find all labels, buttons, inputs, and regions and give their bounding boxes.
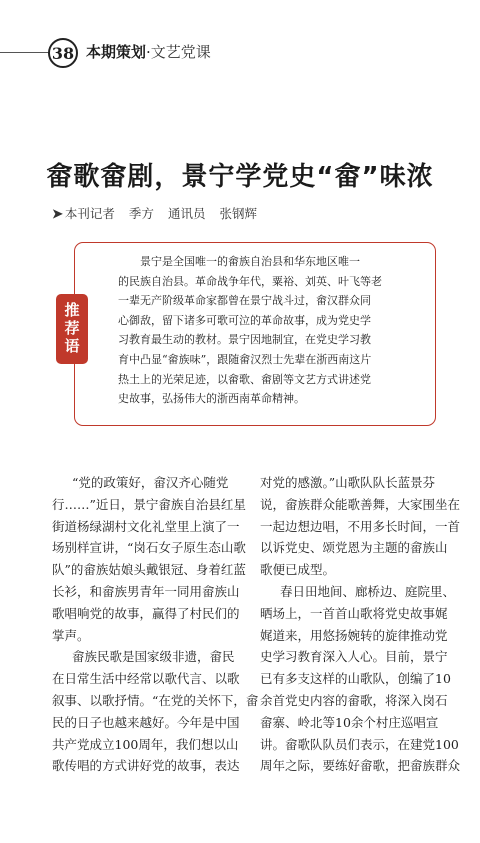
section-separator: · xyxy=(146,43,151,61)
section-name: 本期策划 xyxy=(86,43,147,61)
paragraph-body: 行……”近日，景宁畲族自治县红星 街道杨绿湖村文化礼堂里上演了一 场别样宣讲，“岗石女子原生态山歌 队”的畲族姑娘头戴银冠、身着红蓝 长衫，和畲族男青年一同用畲族山 歌唱响党的故事，赢得了村民们的 掌声。 xyxy=(52,496,246,643)
correspondent-name: 张钢辉 xyxy=(219,206,257,221)
column-name: 文艺党课 xyxy=(150,43,211,61)
recommendation-text: 景宁是全国唯一的畲族自治县和华东地区唯一 的民族自治县。革命战争年代，粟裕、刘英、叶飞等老 一辈无产阶级革命家都曾在景宁战斗过，畲汉群众同 心御敌，留下诸多可歌可泣的革命故事，成为党史学 习教育最生动的教材。景宁因地制宜，在党史学习教 育中凸显“畲族味”，跟随畲汉烈士先辈在浙西南这片 热土上的光荣足迹，以畲歌、畲剧等文艺方式讲述党 史故事，弘扬伟大的浙西南革命精神。 xyxy=(118,255,382,406)
page-number: 38 xyxy=(48,38,78,68)
paragraph-body: 说，畲族群众能歌善舞，大家围坐在 一起边想边唱，不用多长时间，一首 以诉党史、颂党恩为主题的畲族山 歌便已成型。 xyxy=(260,496,461,578)
body-column-right xyxy=(260,472,461,777)
reporter-name: 季方 xyxy=(128,206,154,221)
byline xyxy=(52,204,271,222)
paragraph-body: 晒场上，一首首山歌将党史故事娓 娓道来，用悠扬婉转的旋律推动党 史学习教育深入人心。目前，景宁 已有多支这样的山歌队，创编了10 余首党史内容的畲歌，将深入岗石 畲寨、岭北等10余个村庄巡唱宣 讲。畲歌队队员们表示，在建党100 周年之际，要练好畲歌，把畲族群众 xyxy=(260,605,461,774)
paragraph-first-line: “党的政策好，畲汉齐心随党 xyxy=(72,475,229,490)
reporter-label: 本刊记者 xyxy=(64,206,115,221)
paragraph-first-line: 对党的感激。”山歌队队长蓝景芬 xyxy=(260,475,436,490)
article-title: 畲歌畲剧，景宁学党史“畲”味浓 xyxy=(46,162,434,192)
section-header xyxy=(86,42,211,62)
header-rule xyxy=(0,52,50,53)
byline-arrow-icon: ➤ xyxy=(52,207,63,222)
paragraph-body: 在日常生活中经常以歌代言、以歌 叙事、以歌抒情。“在党的关怀下，畲 民的日子也越来越好。今年是中国 共产党成立100周年，我们想以山 歌传唱的方式讲好党的故事，表达 xyxy=(52,671,259,774)
paragraph-first-line: 畲族民歌是国家级非遗，畲民 xyxy=(72,649,235,665)
correspondent-label: 通讯员 xyxy=(167,206,206,221)
paragraph-first-line: 春日田地间、廊桥边、庭院里、 xyxy=(280,583,456,599)
recommendation-badge: 推荐语 xyxy=(56,294,88,364)
body-column-left xyxy=(52,472,259,777)
